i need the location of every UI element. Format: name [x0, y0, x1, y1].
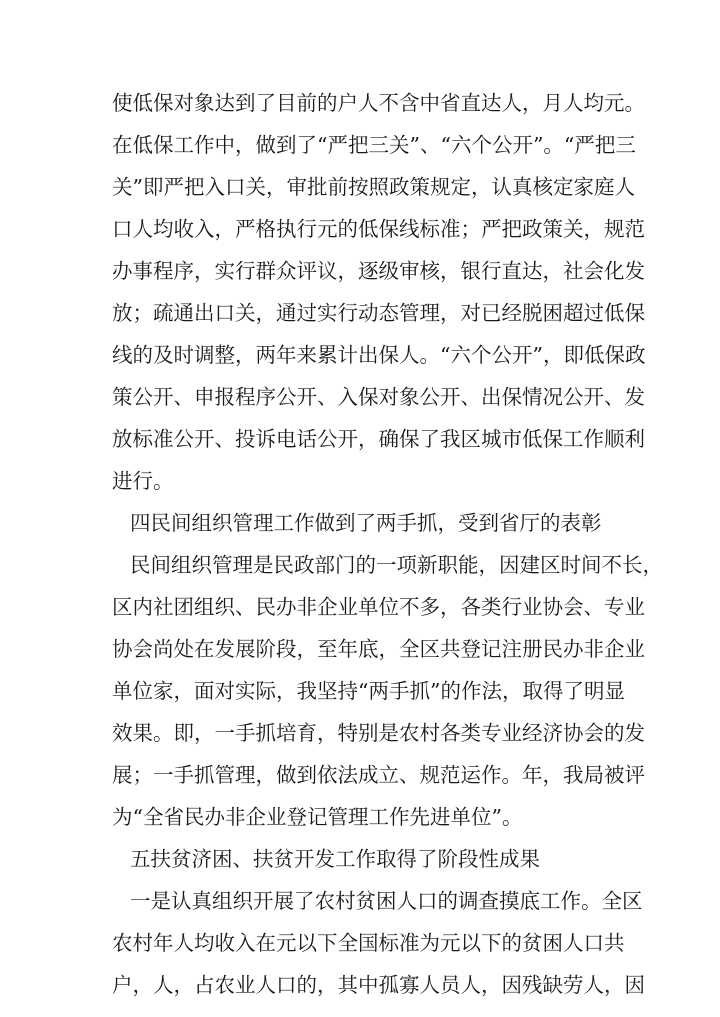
paragraph-first-line: 一是认真组织开展了农村贫困人口的调查摸底工作。全区	[130, 889, 643, 913]
text-line: 在低保工作中，做到了“严把三关”、“六个公开”。“严把三	[112, 133, 636, 157]
text-line: 协会尚处在发展阶段，至年底，全区共登记注册民办非企业	[112, 637, 645, 661]
text-line: 策公开、申报程序公开、入保对象公开、出保情况公开、发	[112, 385, 645, 409]
text-line: 为“全省民办非企业登记管理工作先进单位”。	[112, 805, 523, 829]
text-line: 区内社团组织、民办非企业单位不多，各类行业协会、专业	[112, 595, 645, 619]
text-line: 放标准公开、投诉电话公开，确保了我区城市低保工作顺利	[112, 427, 645, 451]
text-line: 关”即严把入口关，审批前按照政策规定，认真核定家庭人	[112, 175, 635, 199]
paragraph-first-line: 民间组织管理是民政部门的一项新职能，因建区时间不长，	[130, 553, 663, 577]
text-line: 线的及时调整，两年来累计出保人。“六个公开”，即低保政	[112, 343, 646, 367]
text-line: 办事程序，实行群众评议，逐级审核，银行直达，社会化发	[112, 259, 645, 283]
text-line: 使低保对象达到了目前的户人不含中省直达人，月人均元。	[112, 91, 645, 115]
text-line: 农村年人均收入在元以下全国标准为元以下的贫困人口共	[112, 931, 625, 955]
text-line: 户，人，占农业人口的，其中孤寡人员人，因残缺劳人，因	[112, 973, 645, 997]
text-line: 效果。即，一手抓培育，特别是农村各类专业经济协会的发	[112, 721, 645, 745]
text-line: 放；疏通出口关，通过实行动态管理，对已经脱困超过低保	[112, 301, 645, 325]
text-line: 进行。	[112, 469, 174, 493]
text-line: 展；一手抓管理，做到依法成立、规范运作。年，我局被评	[112, 763, 645, 787]
text-line: 口人均收入，严格执行元的低保线标准；严把政策关，规范	[112, 217, 645, 241]
section-heading: 四民间组织管理工作做到了两手抓，受到省厅的表彰	[130, 511, 602, 535]
text-line: 单位家，面对实际，我坚持“两手抓”的作法，取得了明显	[112, 679, 625, 703]
section-heading: 五扶贫济困、扶贫开发工作取得了阶段性成果	[130, 847, 540, 871]
